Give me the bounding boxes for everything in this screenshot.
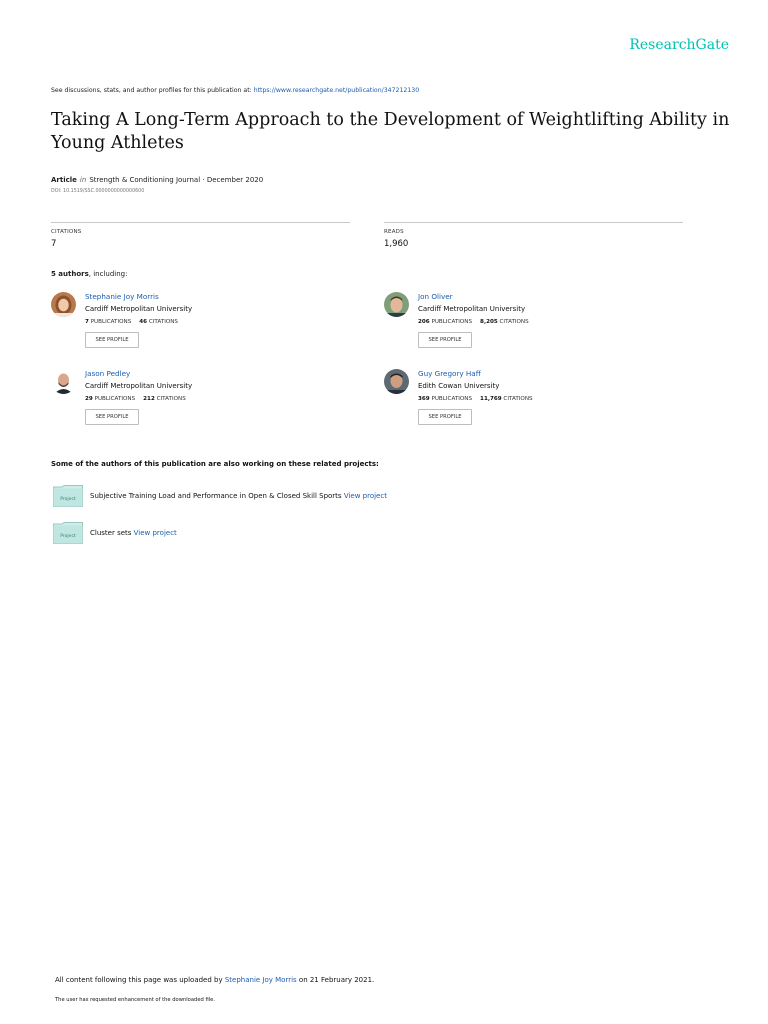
publications-label: PUBLICATIONS — [431, 396, 473, 402]
publications-label: PUBLICATIONS — [94, 396, 136, 402]
project-text — [90, 492, 387, 500]
author-institution: Edith Cowan University — [418, 382, 500, 390]
author-card — [51, 369, 351, 439]
view-project-link[interactable]: View project — [133, 529, 177, 537]
author-name-link[interactable]: Jason Pedley — [85, 369, 131, 378]
citations-label: CITATIONS — [51, 229, 82, 235]
citations-label: CITATIONS — [156, 396, 186, 402]
project-title: Cluster sets — [90, 529, 132, 537]
avatar[interactable] — [384, 292, 409, 317]
researchgate-logo[interactable]: ResearchGate — [629, 37, 729, 53]
project-item — [53, 485, 553, 507]
author-institution: Cardiff Metropolitan University — [85, 382, 193, 390]
author-card — [384, 292, 684, 362]
publications-label: PUBLICATIONS — [90, 319, 132, 325]
project-text — [90, 529, 177, 537]
view-project-link[interactable]: View project — [343, 492, 387, 500]
author-institution: Cardiff Metropolitan University — [85, 305, 193, 313]
author-stats — [418, 396, 533, 402]
authors-count: 5 authors — [51, 270, 89, 278]
topline-prefix: See discussions, stats, and author profiles for this publication at: — [51, 87, 254, 94]
citations-label: CITATIONS — [499, 319, 529, 325]
avatar[interactable] — [51, 292, 76, 317]
upload-prefix: All content following this page was uploaded by — [55, 976, 225, 984]
reads-label: READS — [384, 229, 404, 235]
author-card — [51, 292, 351, 362]
author-card — [384, 369, 684, 439]
uploader-link[interactable]: Stephanie Joy Morris — [224, 976, 297, 984]
upload-suffix: on 21 February 2021. — [296, 976, 375, 984]
avatar[interactable] — [51, 369, 76, 394]
see-profile-button[interactable]: SEE PROFILE — [85, 409, 139, 425]
project-title: Subjective Training Load and Performance in Open & Closed Skill Sports — [90, 492, 342, 500]
article-meta — [51, 176, 263, 184]
page-title: Taking A Long-Term Approach to the Development of Weightlifting Ability in Young Athletes — [51, 110, 730, 153]
related-projects-header: Some of the authors of this publication are also working on these related projects: — [51, 460, 379, 468]
project-item — [53, 522, 553, 544]
publications-count: 7 — [85, 319, 89, 325]
article-venue: Strength & Conditioning Journal · December 2020 — [89, 176, 264, 184]
author-institution: Cardiff Metropolitan University — [418, 305, 526, 313]
reads-divider — [384, 222, 683, 223]
project-folder-icon — [53, 522, 83, 544]
doi-text: DOI: 10.1519/SSC.0000000000000600 — [51, 189, 145, 194]
author-stats — [85, 319, 178, 325]
author-name-link[interactable]: Stephanie Joy Morris — [85, 292, 159, 301]
author-stats — [85, 396, 186, 402]
project-folder-icon — [53, 485, 83, 507]
citations-count: 212 — [143, 396, 155, 402]
publications-label: PUBLICATIONS — [431, 319, 473, 325]
author-name-link[interactable]: Guy Gregory Haff — [418, 369, 481, 378]
enhancement-notice: The user has requested enhancement of the downloaded file. — [55, 997, 216, 1003]
see-profile-button[interactable]: SEE PROFILE — [85, 332, 139, 348]
authors-suffix: , including: — [88, 270, 128, 278]
see-profile-button[interactable]: SEE PROFILE — [418, 332, 472, 348]
authors-header — [51, 270, 127, 278]
publication-url-line — [51, 87, 419, 94]
publications-count: 369 — [418, 396, 430, 402]
see-profile-button[interactable]: SEE PROFILE — [418, 409, 472, 425]
meta-in: in — [79, 176, 87, 184]
citations-count: 8,205 — [480, 319, 498, 325]
citations-label: CITATIONS — [503, 396, 533, 402]
author-name-link[interactable]: Jon Oliver — [418, 292, 453, 301]
avatar[interactable] — [384, 369, 409, 394]
publication-url-link[interactable]: https://www.researchgate.net/publication/347212130 — [253, 87, 420, 94]
citations-value: 7 — [51, 239, 57, 249]
citations-label: CITATIONS — [148, 319, 178, 325]
publications-count: 206 — [418, 319, 430, 325]
reads-value: 1,960 — [384, 239, 409, 249]
project-icon-label: Project — [60, 534, 76, 539]
citations-divider — [51, 222, 350, 223]
citations-count: 46 — [139, 319, 148, 325]
project-icon-label: Project — [60, 497, 76, 502]
citations-count: 11,769 — [480, 396, 502, 402]
article-type: Article — [51, 176, 77, 184]
publications-count: 29 — [85, 396, 93, 402]
author-stats — [418, 319, 529, 325]
upload-notice — [55, 976, 374, 984]
